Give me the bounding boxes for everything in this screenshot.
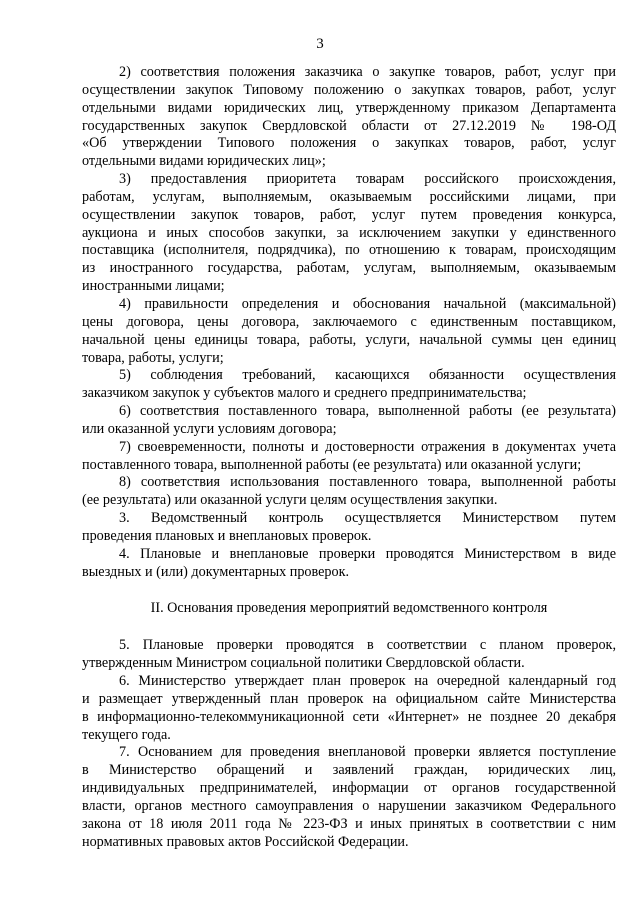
- text-line: 4) правильности определения и обоснования начальной (максимальной): [119, 295, 616, 312]
- text-line: или оказанной услуги условиям договора;: [82, 420, 337, 437]
- text-line: поставленного товара, выполненной работы (ее результата) или оказанной услуги;: [82, 456, 582, 473]
- paragraph-point-7: [82, 744, 616, 851]
- text-line: государственных закупок Свердловской области от 27.12.2019 № 198-ОД: [82, 117, 616, 134]
- text-line: в Министерство обращений и заявлений граждан, юридических лиц,: [82, 762, 616, 779]
- text-line: 8) соответствия использования поставленного товара, выполненной работы: [119, 474, 616, 491]
- text-line: в информационно-телекоммуникационной сети «Интернет» не позднее 20 декабря: [82, 708, 616, 725]
- text-line: 4. Плановые и внеплановые проверки проводятся Министерством в виде: [119, 545, 616, 562]
- text-line: «Об утверждении Типового положения о закупках товаров, работ, услуг: [82, 135, 616, 152]
- text-line: 7. Основанием для проведения внеплановой проверки является поступление: [119, 744, 616, 761]
- text-line: утвержденным Министром социальной политики Свердловской области.: [82, 655, 525, 672]
- paragraph-item-6: [82, 403, 616, 439]
- text-line: 5) соблюдения требований, касающихся обязанности осуществления: [119, 367, 616, 384]
- text-line: выездных и (или) документарных проверок.: [82, 563, 350, 580]
- paragraph-point-6: [82, 673, 616, 744]
- text-line: 5. Плановые проверки проводятся в соответствии с планом проверок,: [119, 637, 616, 654]
- paragraph-item-8: [82, 474, 616, 510]
- text-line: иностранными лицами;: [82, 278, 225, 295]
- paragraph-group-2: [82, 637, 616, 851]
- text-line: заказчиком закупок у субъектов малого и среднего предпринимательства;: [82, 385, 527, 402]
- text-line: индивидуальных предпринимателей, информации от органов государственной: [82, 780, 616, 797]
- paragraph-item-4: [82, 296, 616, 367]
- page-number: 3: [316, 36, 324, 52]
- document-body: [82, 64, 616, 851]
- paragraph-point-3: [82, 510, 616, 546]
- text-line: проведения плановых и внеплановых проверок.: [82, 527, 372, 544]
- text-line: 6. Министерство утверждает план проверок на очередной календарный год: [119, 673, 616, 689]
- text-line: 3. Ведомственный контроль осуществляется Министерством путем: [119, 510, 616, 527]
- text-line: текущего года.: [82, 726, 171, 743]
- text-line: работам, услугам, выполняемым, оказываемым российскими лицами, при: [82, 188, 616, 205]
- text-line: 2) соответствия положения заказчика о закупке товаров, работ, услуг при: [119, 64, 616, 80]
- paragraph-group-1: [82, 64, 616, 581]
- text-line: цены договора, цены договора, заключаемого с единственным поставщиком,: [82, 313, 616, 330]
- text-line: товара, работы, услуги;: [82, 349, 224, 366]
- text-line: 6) соответствия поставленного товара, выполненной работы (ее результата): [119, 403, 616, 420]
- text-line: (ее результата) или оказанной услуги целям осуществления закупки.: [82, 492, 498, 509]
- text-line: нормативных правовых актов Российской Федерации.: [82, 833, 409, 850]
- text-line: отдельными видами юридических лиц»;: [82, 153, 326, 170]
- text-line: поставщика (исполнителя, подрядчика), по отношению к товарам, происходящим: [82, 242, 616, 259]
- paragraph-item-3: [82, 171, 616, 296]
- paragraph-point-4: [82, 546, 616, 582]
- text-line: аукциона и иных способов закупки, за исключением закупки у единственного: [82, 224, 616, 241]
- paragraph-point-5: [82, 637, 616, 673]
- text-line: осуществлении закупок товаров, работ, услуг путем проведения конкурса,: [82, 206, 616, 223]
- text-line: и размещает утвержденный план проверок на официальном сайте Министерства: [82, 690, 616, 707]
- text-line: 7) своевременности, полноты и достоверности отражения в документах учета: [119, 438, 616, 455]
- paragraph-item-7: [82, 439, 616, 475]
- text-line: закона от 18 июля 2011 года № 223-ФЗ и иных принятых в соответствии с ним: [82, 815, 616, 832]
- text-line: власти, органов местного самоуправления о нарушении заказчиком Федерального: [82, 797, 616, 814]
- text-line: отдельными видами юридических лиц, утвержденному приказом Департамента: [82, 99, 616, 116]
- text-line: начальной цены единицы товара, работы, услуги, начальной суммы цен единиц: [82, 331, 616, 348]
- paragraph-item-5: [82, 367, 616, 403]
- text-line: 3) предоставления приоритета товарам российского происхождения,: [119, 171, 616, 188]
- text-line: из иностранного государства, работам, услугам, выполняемым, оказываемым: [82, 260, 616, 277]
- section-heading: II. Основания проведения мероприятий ведомственного контроля: [150, 600, 548, 617]
- paragraph-item-2: [82, 64, 616, 171]
- text-line: осуществлении закупок Типовому положению о закупках товаров, работ, услуг: [82, 81, 616, 98]
